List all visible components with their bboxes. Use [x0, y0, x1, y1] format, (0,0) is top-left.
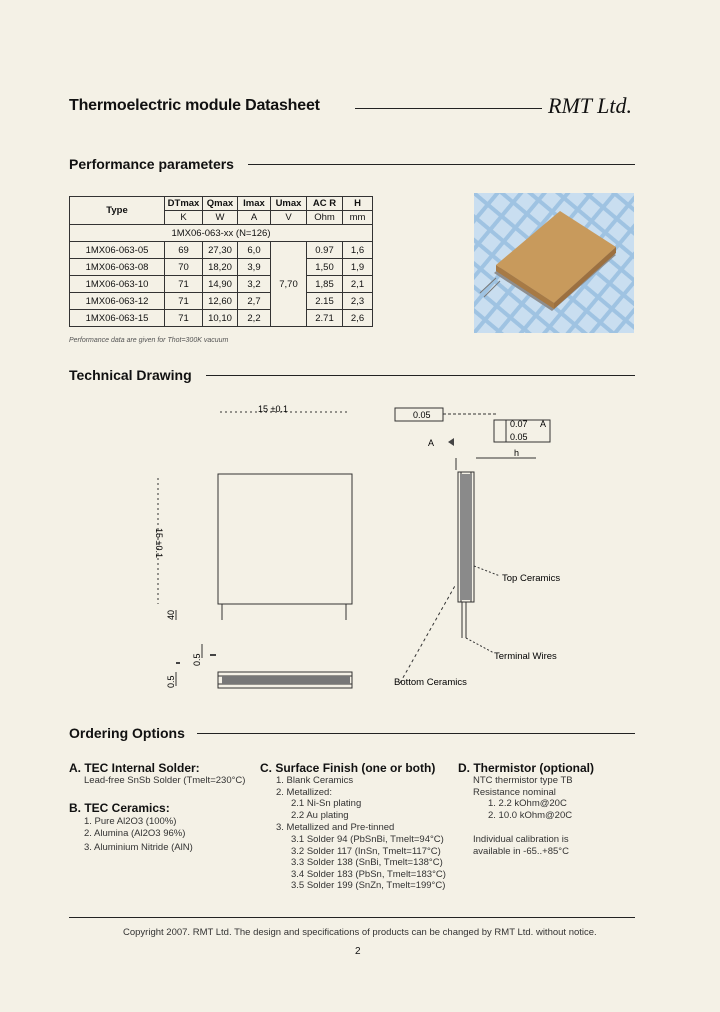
table-row: [70, 276, 373, 293]
table-header-row: [70, 197, 373, 211]
label-top-ceramics: Top Ceramics: [502, 573, 561, 584]
dim-0-5-b: 0.5: [166, 675, 176, 688]
thermistor-item: Resistance nominal: [473, 787, 556, 798]
thermistor-item: 2. 10.0 kOhm@20C: [488, 810, 573, 821]
drawing-rule: [206, 375, 635, 376]
cell-imax: 3,9: [238, 259, 271, 276]
title-rule: [355, 108, 542, 109]
page-number: 2: [355, 946, 361, 957]
cell-imax: 6,0: [238, 242, 271, 259]
finish-item: 3.1 Solder 94 (PbSnBi, Tmelt=94°C): [291, 834, 444, 845]
cell-qmax: 12,60: [203, 293, 238, 310]
group-label: 1MX06-063-xx (N=126): [70, 225, 373, 242]
ceramics-title: B. TEC Ceramics:: [69, 801, 170, 815]
solder-title: A. TEC Internal Solder:: [69, 761, 200, 775]
table-row: [70, 259, 373, 276]
table-row: [70, 310, 373, 327]
technical-drawing: [150, 398, 580, 698]
label-terminal-wires: Terminal Wires: [494, 651, 557, 662]
dim-flatness: 0.05: [413, 410, 431, 420]
finish-item: 3. Metallized and Pre-tinned: [276, 822, 395, 833]
thermistor-item: available in -65..+85°C: [473, 846, 569, 857]
ceramics-item: 2. Alumina (Al2O3 96%): [84, 828, 186, 839]
dim-height: 15 ±0.1: [154, 528, 164, 558]
product-photo: [474, 193, 634, 333]
cell-acr: 0.97: [307, 242, 343, 259]
performance-note: Performance data are given for Thot=300K vacuum: [69, 337, 229, 344]
cell-h: 1,9: [343, 259, 373, 276]
cell-dtmax: 69: [165, 242, 203, 259]
cell-type: 1MX06-063-12: [70, 293, 165, 310]
cell-imax: 3,2: [238, 276, 271, 293]
performance-heading: Performance parameters: [69, 156, 234, 172]
table-row: [70, 293, 373, 310]
finish-title: C. Surface Finish (one or both): [260, 761, 436, 775]
brand-logo: RMT Ltd.: [548, 93, 632, 118]
header-h: H: [343, 197, 373, 211]
cell-acr: 2.71: [307, 310, 343, 327]
dim-parallel: 0.07: [510, 419, 528, 429]
thermistor-item: NTC thermistor type TB: [473, 775, 573, 786]
cell-dtmax: 71: [165, 310, 203, 327]
thermistor-title: D. Thermistor (optional): [458, 761, 594, 775]
dim-h: h: [514, 448, 520, 458]
ceramics-item: 1. Pure Al2O3 (100%): [84, 816, 177, 827]
footer-rule: [69, 917, 635, 918]
ceramics-item: 3. Aluminium Nitride (AlN): [84, 842, 193, 853]
unit-imax: A: [238, 211, 271, 225]
cell-acr: 2.15: [307, 293, 343, 310]
cell-type: 1MX06-063-05: [70, 242, 165, 259]
cell-dtmax: 70: [165, 259, 203, 276]
unit-h: mm: [343, 211, 373, 225]
unit-acr: Ohm: [307, 211, 343, 225]
cell-qmax: 10,10: [203, 310, 238, 327]
finish-item: 3.2 Solder 117 (InSn, Tmelt=117°C): [291, 846, 441, 857]
header-qmax: Qmax: [203, 197, 238, 211]
ordering-heading: Ordering Options: [69, 725, 185, 741]
cell-qmax: 14,90: [203, 276, 238, 293]
solder-text: Lead-free SnSb Solder (Tmelt=230°C): [84, 775, 246, 786]
ordering-rule: [197, 733, 635, 734]
cell-h: 2,3: [343, 293, 373, 310]
top-view-outline: [218, 474, 352, 604]
drawing-heading: Technical Drawing: [69, 367, 192, 383]
cell-dtmax: 71: [165, 276, 203, 293]
cell-type: 1MX06-063-15: [70, 310, 165, 327]
dim-flatness-2: 0.05: [510, 432, 528, 442]
finish-item: 2.1 Ni-Sn plating: [291, 798, 362, 809]
cell-qmax: 27,30: [203, 242, 238, 259]
dim-width: 15 ±0.1: [258, 404, 288, 414]
cell-type: 1MX06-063-10: [70, 276, 165, 293]
cell-dtmax: 71: [165, 293, 203, 310]
dim-0-5: 0.5: [192, 653, 202, 666]
cell-umax: 7,70: [271, 242, 307, 327]
cell-imax: 2,2: [238, 310, 271, 327]
header-imax: Imax: [238, 197, 271, 211]
cell-acr: 1,50: [307, 259, 343, 276]
table-row: [70, 242, 373, 259]
finish-item: 3.5 Solder 199 (SnZn, Tmelt=199°C): [291, 880, 446, 891]
datum-a: A: [428, 438, 435, 448]
unit-dtmax: K: [165, 211, 203, 225]
cell-h: 2,6: [343, 310, 373, 327]
finish-item: 3.4 Solder 183 (PbSn, Tmelt=183°C): [291, 869, 446, 880]
unit-qmax: W: [203, 211, 238, 225]
cell-qmax: 18,20: [203, 259, 238, 276]
unit-umax: V: [271, 211, 307, 225]
header-dtmax: DTmax: [165, 197, 203, 211]
tec-module-illustration: [474, 193, 634, 333]
performance-rule: [248, 164, 635, 165]
finish-item: 2. Metallized:: [276, 787, 332, 798]
page-title: Thermoelectric module Datasheet: [69, 97, 320, 114]
finish-item: 1. Blank Ceramics: [276, 775, 354, 786]
thermistor-item: 1. 2.2 kOhm@20C: [488, 798, 567, 809]
cell-imax: 2,7: [238, 293, 271, 310]
dim-parallel-ref: A: [540, 419, 547, 429]
cell-h: 1,6: [343, 242, 373, 259]
table-group-row: [70, 225, 373, 242]
cell-h: 2,1: [343, 276, 373, 293]
cell-type: 1MX06-063-08: [70, 259, 165, 276]
finish-item: 2.2 Au plating: [291, 810, 349, 821]
header-type: Type: [70, 197, 165, 225]
finish-item: 3.3 Solder 138 (SnBi, Tmelt=138°C): [291, 857, 443, 868]
copyright: Copyright 2007. RMT Ltd. The design and specifications of products can be changed by RMT Ltd. without notice.: [123, 927, 597, 938]
header-umax: Umax: [271, 197, 307, 211]
cell-acr: 1,85: [307, 276, 343, 293]
label-bottom-ceramics: Bottom Ceramics: [394, 677, 467, 688]
performance-table: [69, 196, 373, 327]
header-acr: AC R: [307, 197, 343, 211]
thermistor-item: Individual calibration is: [473, 834, 569, 845]
dim-lead: 40: [166, 609, 176, 620]
